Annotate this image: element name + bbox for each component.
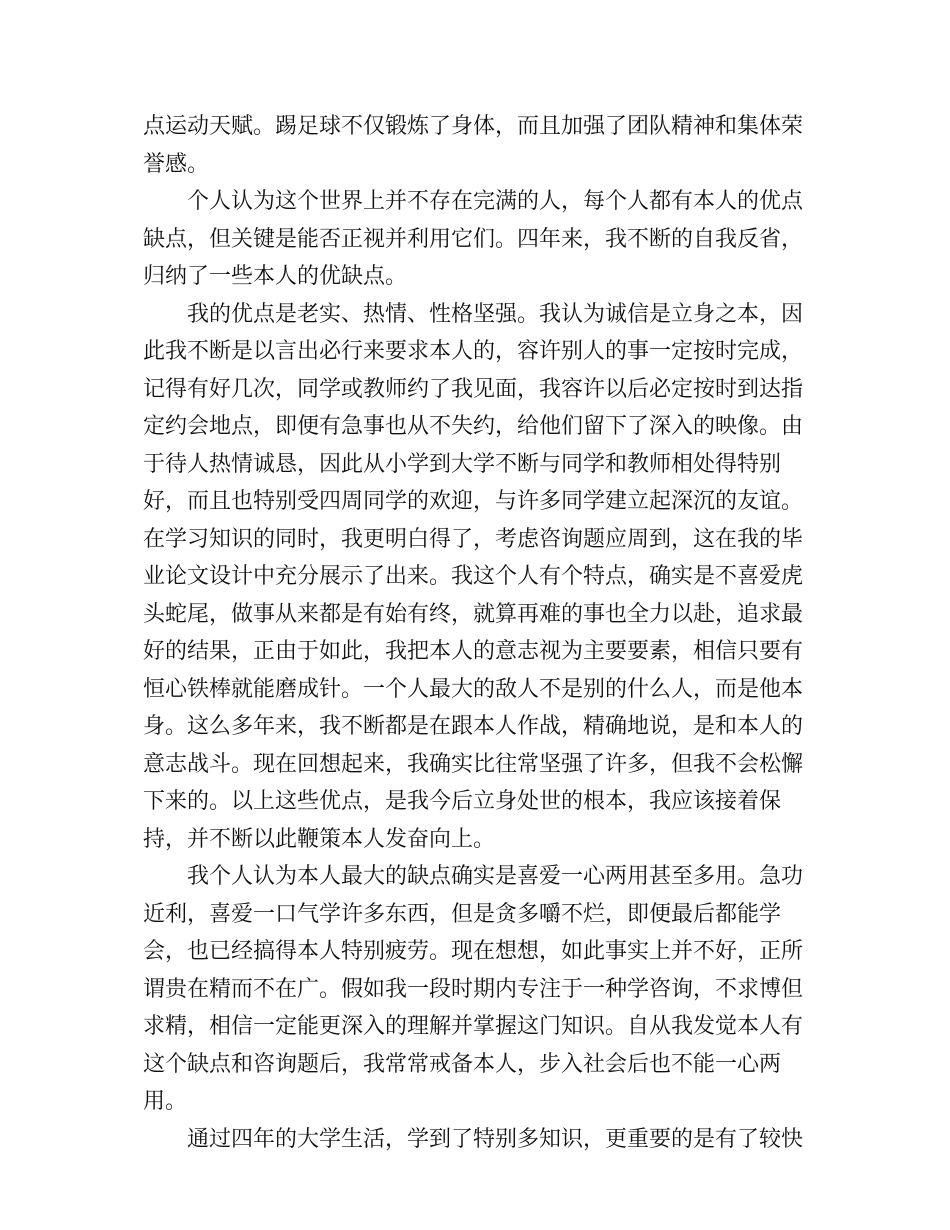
paragraph-4: 我个人认为本人最大的缺点确实是喜爱一心两用甚至多用。急功近利，喜爱一口气学许多东西，但是贪多嚼不烂，即便最后都能学会，也已经搞得本人特别疲劳。现在想想，如此事实上并不好，正所谓贵在精而不在广。假如我一段时期内专注于一种学咨询，不求博但求精，相信一定能更深入的理解并掌握这门知识。自从我发觉本人有这个缺点和咨询题后，我常常戒备本人，步入社会后也不能一心两用。 [143,864,804,1114]
paragraph-5: 通过四年的大学生活，学到了特别多知识，更重要的是有了较快 [187,1126,804,1152]
document-body [143,108,811,1158]
paragraph-2: 个人认为这个世界上并不存在完满的人，每个人都有本人的优点缺点，但关键是能否正视并利用它们。四年来，我不断的自我反省，归纳了一些本人的优缺点。 [143,189,804,289]
paragraph-1: 点运动天赋。踢足球不仅锻炼了身体，而且加强了团队精神和集体荣誉感。 [143,114,804,177]
paragraph-3: 我的优点是老实、热情、性格坚强。我认为诚信是立身之本，因此我不断是以言出必行来要求本人的，容许别人的事一定按时完成，记得有好几次，同学或教师约了我见面，我容许以后必定按时到达指定约会地点，即便有急事也从不失约，给他们留下了深入的映像。由于待人热情诚恳，因此从小学到大学不断与同学和教师相处得特别好，而且也特别受四周同学的欢迎，与许多同学建立起深沉的友谊。在学习知识的同时，我更明白得了，考虑咨询题应周到，这在我的毕业论文设计中充分展示了出来。我这个人有个特点，确实是不喜爱虎头蛇尾，做事从来都是有始有终，就算再难的事也全力以赴，追求最好的结果，正由于如此，我把本人的意志视为主要要素，相信只要有恒心铁棒就能磨成针。一个人最大的敌人不是别的什么人，而是他本身。这么多年来，我不断都是在跟本人作战，精确地说，是和本人的意志战斗。现在回想起来，我确实比往常坚强了许多，但我不会松懈下来的。以上这些优点，是我今后立身处世的根本，我应该接着保持，并不断以此鞭策本人发奋向上。 [143,301,804,852]
